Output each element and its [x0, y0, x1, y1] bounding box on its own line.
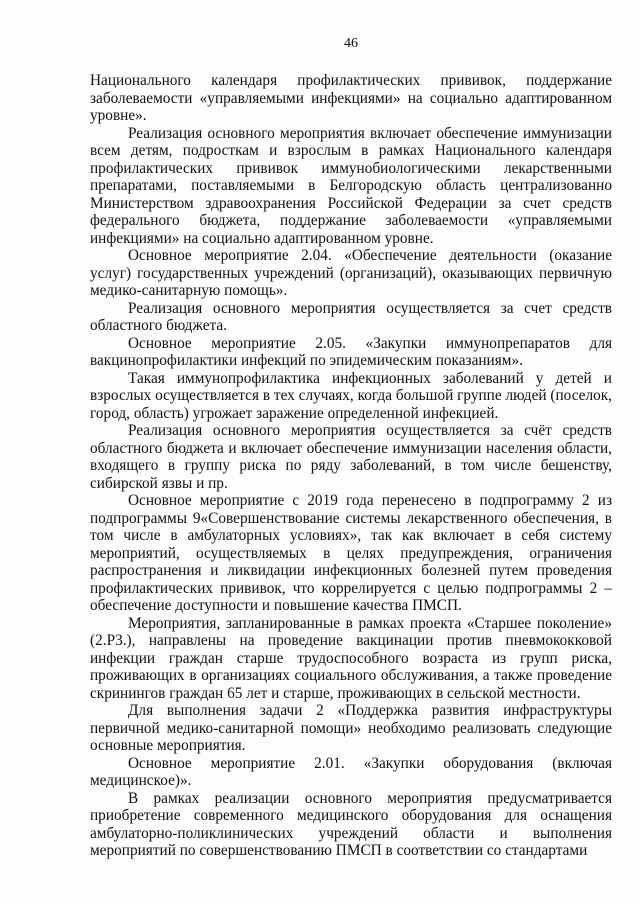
paragraph: Реализация основного мероприятия осуществляется за счет средств областного бюджета.: [90, 299, 612, 334]
paragraph: Мероприятия, запланированные в рамках проекта «Старшее поколение» (2.Р3.), направлены на проведение вакцинации против пневмококковой инфекции граждан старше трудоспособного возраста из групп риска, проживающих в организациях социального обслуживания, а также проведение скринингов граждан 65 лет и старше, проживающих в сельской местности.: [90, 614, 612, 702]
page-number: 46: [344, 36, 358, 51]
paragraph: Национального календаря профилактических прививок, поддержание заболеваемости «управляемыми инфекциями» на социально адаптированном уровне».: [90, 72, 612, 124]
paragraph: Основное мероприятие 2.04. «Обеспечение деятельности (оказание услуг) государственных учреждений (организаций), оказывающих первичную медико-санитарную помощь».: [90, 247, 612, 299]
paragraph: Основное мероприятие 2.05. «Закупки иммунопрепаратов для вакцинопрофилактики инфекций по эпидемическим показаниям».: [90, 334, 612, 369]
paragraph: В рамках реализации основного мероприятия предусматривается приобретение современного медицинского оборудования для оснащения амбулаторно-поликлинических учреждений области и выполнения мероприятий по совершенствованию ПМСП в соответствии со стандартами: [90, 789, 612, 859]
paragraph: Такая иммунопрофилактика инфекционных заболеваний у детей и взрослых осуществляется в тех случаях, когда большой группе людей (поселок, город, область) угрожает заражение определенной инфекцией.: [90, 369, 612, 422]
paragraph: Реализация основного мероприятия осуществляется за счёт средств областного бюджета и включает обеспечение иммунизации населения области, входящего в группу риска по ряду заболеваний, в том числе бешенству, сибирской язвы и пр.: [90, 422, 612, 492]
paragraph: Основное мероприятие с 2019 года перенесено в подпрограмму 2 из подпрограммы 9«Совершенствование системы лекарственного обеспечения, в том числе в амбулаторных условиях», так как включает в себя систему мероприятий, осуществляемых в целях предупреждения, ограничения распространения и ликвидации инфекционных болезней путем проведения профилактических прививок, что коррелируется с целью подпрограммы 2 – обеспечение доступности и повышение качества ПМСП.: [90, 492, 612, 614]
paragraph: Основное мероприятие 2.01. «Закупки оборудования (включая медицинское)».: [90, 754, 612, 789]
paragraph: Реализация основного мероприятия включает обеспечение иммунизации всем детям, подросткам и взрослым в рамках Национального календаря профилактических прививок иммунобиологическими лекарственными препаратами, поставляемыми в Белгородскую область централизованно Министерством здравоохранения Российской Федерации за счет средств федерального бюджета, поддержание заболеваемости «управляемыми инфекциями» на социально адаптированном уровне.: [90, 124, 612, 247]
paragraph: Для выполнения задачи 2 «Поддержка развития инфраструктуры первичной медико-санитарной помощи» необходимо реализовать следующие основные мероприятия.: [90, 702, 612, 754]
